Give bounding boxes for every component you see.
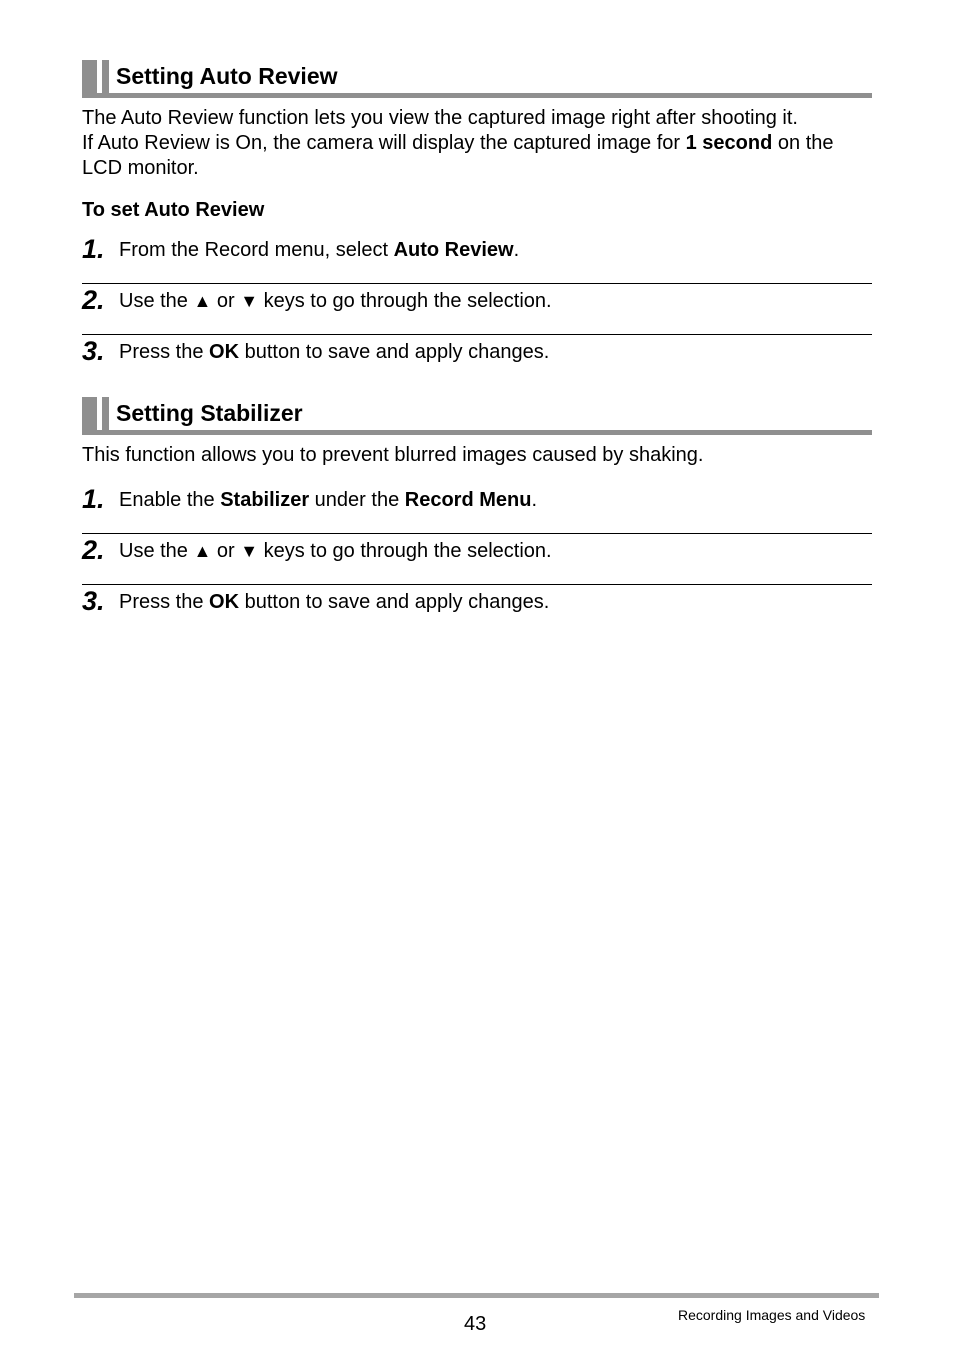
- section-title: Setting Stabilizer: [116, 400, 303, 426]
- step-item: [82, 534, 872, 585]
- intro-emphasis: 1 second: [685, 132, 773, 154]
- intro-line: The Auto Review function lets you view the captured image right after shooting it.: [82, 107, 798, 129]
- step-item: [82, 233, 872, 284]
- heading-bar-decoration: [82, 397, 97, 430]
- step-text: Press the OK button to save and apply changes.: [119, 341, 550, 363]
- step-number: 3.: [82, 336, 105, 366]
- heading-rule: [82, 93, 872, 98]
- footer-rule: [74, 1293, 879, 1298]
- step-item: [82, 585, 872, 636]
- auto-review-steps: [82, 233, 872, 386]
- step-text: From the Record menu, select Auto Review.: [119, 239, 520, 261]
- chapter-title: Recording Images and Videos: [678, 1307, 866, 1323]
- intro-line: If Auto Review is On, the camera will display the captured image for: [82, 132, 686, 154]
- step-number: 3.: [82, 586, 105, 616]
- heading-bar-decoration: [102, 397, 109, 430]
- intro-paragraph: This function allows you to prevent blurred images caused by shaking.: [82, 444, 704, 466]
- step-number: 1.: [82, 484, 105, 514]
- intro-paragraph: [82, 106, 872, 181]
- page-number: 43: [464, 1313, 487, 1335]
- up-arrow-icon: ▲: [193, 291, 212, 311]
- down-arrow-icon: ▼: [240, 291, 259, 311]
- heading-bar-decoration: [102, 60, 109, 93]
- step-number: 2.: [82, 285, 105, 315]
- section-heading: [82, 60, 872, 98]
- stabilizer-steps: [82, 483, 872, 636]
- down-arrow-icon: ▼: [240, 541, 259, 561]
- up-arrow-icon: ▲: [193, 541, 212, 561]
- heading-rule: [82, 430, 872, 435]
- procedure-heading: To set Auto Review: [82, 199, 265, 221]
- step-number: 2.: [82, 535, 105, 565]
- section-heading: [82, 397, 872, 435]
- step-item: [82, 483, 872, 534]
- step-number: 1.: [82, 234, 105, 264]
- auto-review-section: [82, 60, 872, 386]
- section-title: Setting Auto Review: [116, 63, 338, 89]
- stabilizer-section: [82, 397, 872, 636]
- intro-line: LCD monitor.: [82, 157, 199, 179]
- heading-bar-decoration: [82, 60, 97, 93]
- step-text: Enable the Stabilizer under the Record Menu.: [119, 489, 537, 511]
- step-item: [82, 284, 872, 335]
- step-text: Use the ▲ or ▼ keys to go through the selection.: [119, 290, 552, 312]
- step-text: Use the ▲ or ▼ keys to go through the selection.: [119, 540, 552, 562]
- intro-line: on the: [772, 132, 834, 154]
- step-item: [82, 335, 872, 386]
- step-text: Press the OK button to save and apply changes.: [119, 591, 550, 613]
